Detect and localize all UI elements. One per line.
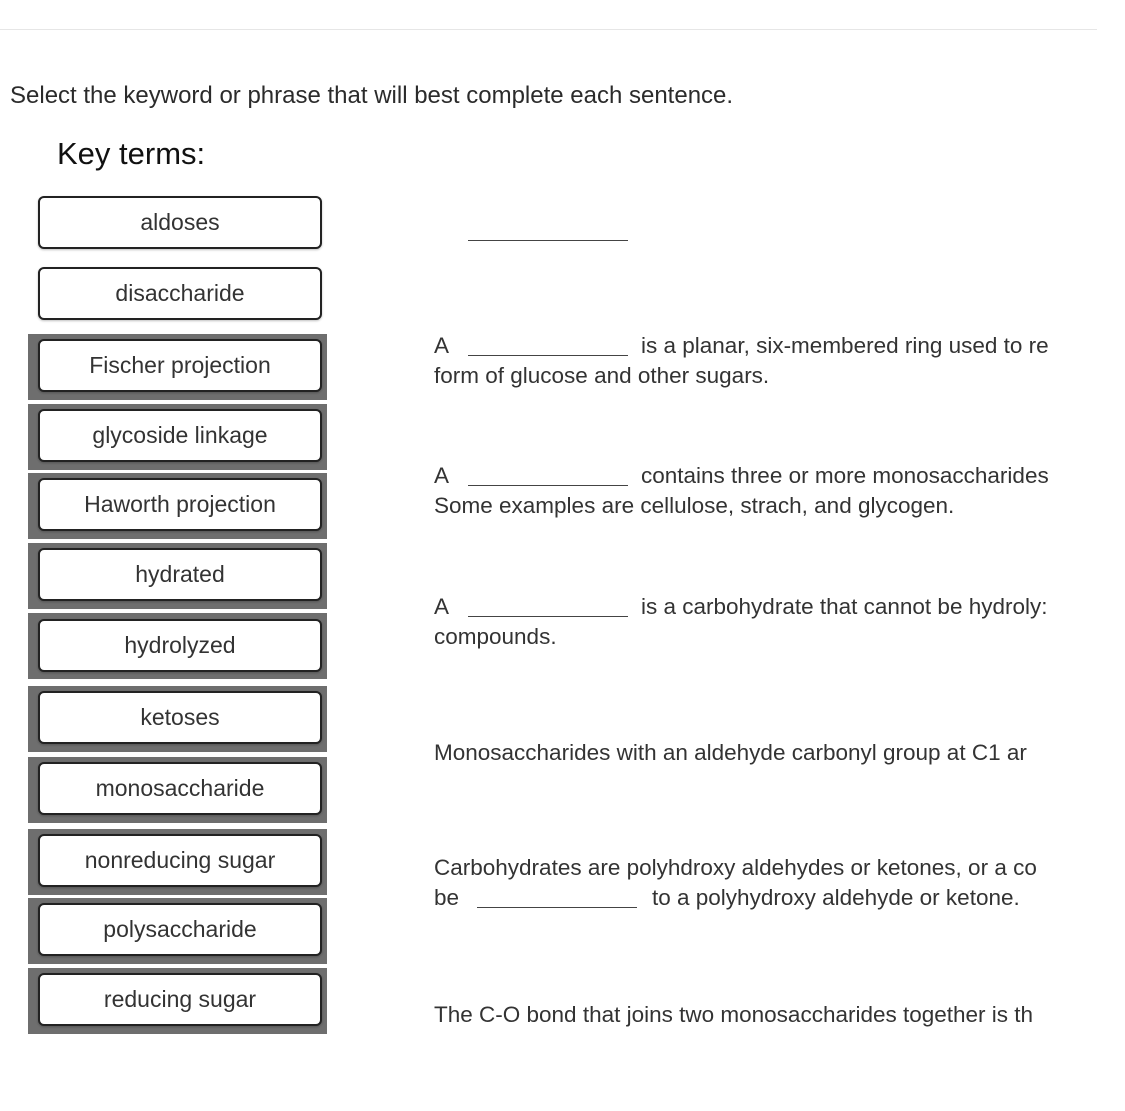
sentence-3-post: contains three or more monosaccharides: [641, 463, 1049, 488]
sentence-3-line2: Some examples are cellulose, strach, and glycogen.: [434, 493, 955, 518]
term-chip-glycoside-linkage[interactable]: glycoside linkage: [38, 409, 322, 462]
sentence-4-blank-line: [468, 616, 628, 617]
term-chip-monosaccharide[interactable]: monosaccharide: [38, 762, 322, 815]
sentence-4-post: is a carbohydrate that cannot be hydroly:: [641, 594, 1048, 619]
top-divider: [0, 29, 1097, 30]
sentence-6-blank-line: [477, 907, 637, 908]
term-chip-nonreducing-sugar[interactable]: nonreducing sugar: [38, 834, 322, 887]
sentence-6-line1: Carbohydrates are polyhdroxy aldehydes or ketones, or a co: [434, 855, 1037, 880]
sentence-5: [434, 738, 1094, 808]
sentence-2-line2: form of glucose and other sugars.: [434, 363, 770, 388]
term-chip-hydrolyzed[interactable]: hydrolyzed: [38, 619, 322, 672]
sentence-2-blank-line: [468, 355, 628, 356]
sentence-6-blank[interactable]: [477, 883, 637, 913]
sentence-2-pre: A: [434, 333, 450, 358]
sentence-7-text: The C-O bond that joins two monosaccharides together is th: [434, 1002, 1034, 1027]
sentence-1-blank[interactable]: [468, 216, 628, 246]
key-terms-heading: Key terms:: [57, 136, 206, 171]
sentence-6-post: to a polyhydroxy aldehyde or ketone.: [652, 885, 1020, 910]
sentence-3-blank-line: [468, 485, 628, 486]
term-chip-hydrated[interactable]: hydrated: [38, 548, 322, 601]
term-chip-fischer-projection[interactable]: Fischer projection: [38, 339, 322, 392]
sentence-2-blank[interactable]: [468, 331, 628, 361]
sentence-2-post: is a planar, six-membered ring used to re: [641, 333, 1049, 358]
sentence-3: [434, 461, 1094, 531]
sentence-3-pre: A: [434, 463, 450, 488]
instruction-text: Select the keyword or phrase that will best complete each sentence.: [10, 82, 734, 109]
term-chip-ketoses[interactable]: ketoses: [38, 691, 322, 744]
sentence-2: [434, 331, 1094, 401]
term-chip-polysaccharide[interactable]: polysaccharide: [38, 903, 322, 956]
sentence-1-blank-line: [468, 240, 628, 241]
sentence-7: [434, 1000, 1094, 1070]
sentence-6: [434, 853, 1094, 923]
sentence-5-text: Monosaccharides with an aldehyde carbonyl group at C1 ar: [434, 740, 1027, 765]
term-chip-haworth-projection[interactable]: Haworth projection: [38, 478, 322, 531]
term-chip-disaccharide[interactable]: disaccharide: [38, 267, 322, 320]
sentence-3-blank[interactable]: [468, 461, 628, 491]
sentence-4: [434, 592, 1094, 662]
term-chip-reducing-sugar[interactable]: reducing sugar: [38, 973, 322, 1026]
sentence-4-line2: compounds.: [434, 624, 557, 649]
sentence-4-pre: A: [434, 594, 450, 619]
sentence-1: [434, 216, 1094, 286]
sentence-4-blank[interactable]: [468, 592, 628, 622]
sentence-6-pre: be: [434, 885, 460, 910]
term-chip-aldoses[interactable]: aldoses: [38, 196, 322, 249]
